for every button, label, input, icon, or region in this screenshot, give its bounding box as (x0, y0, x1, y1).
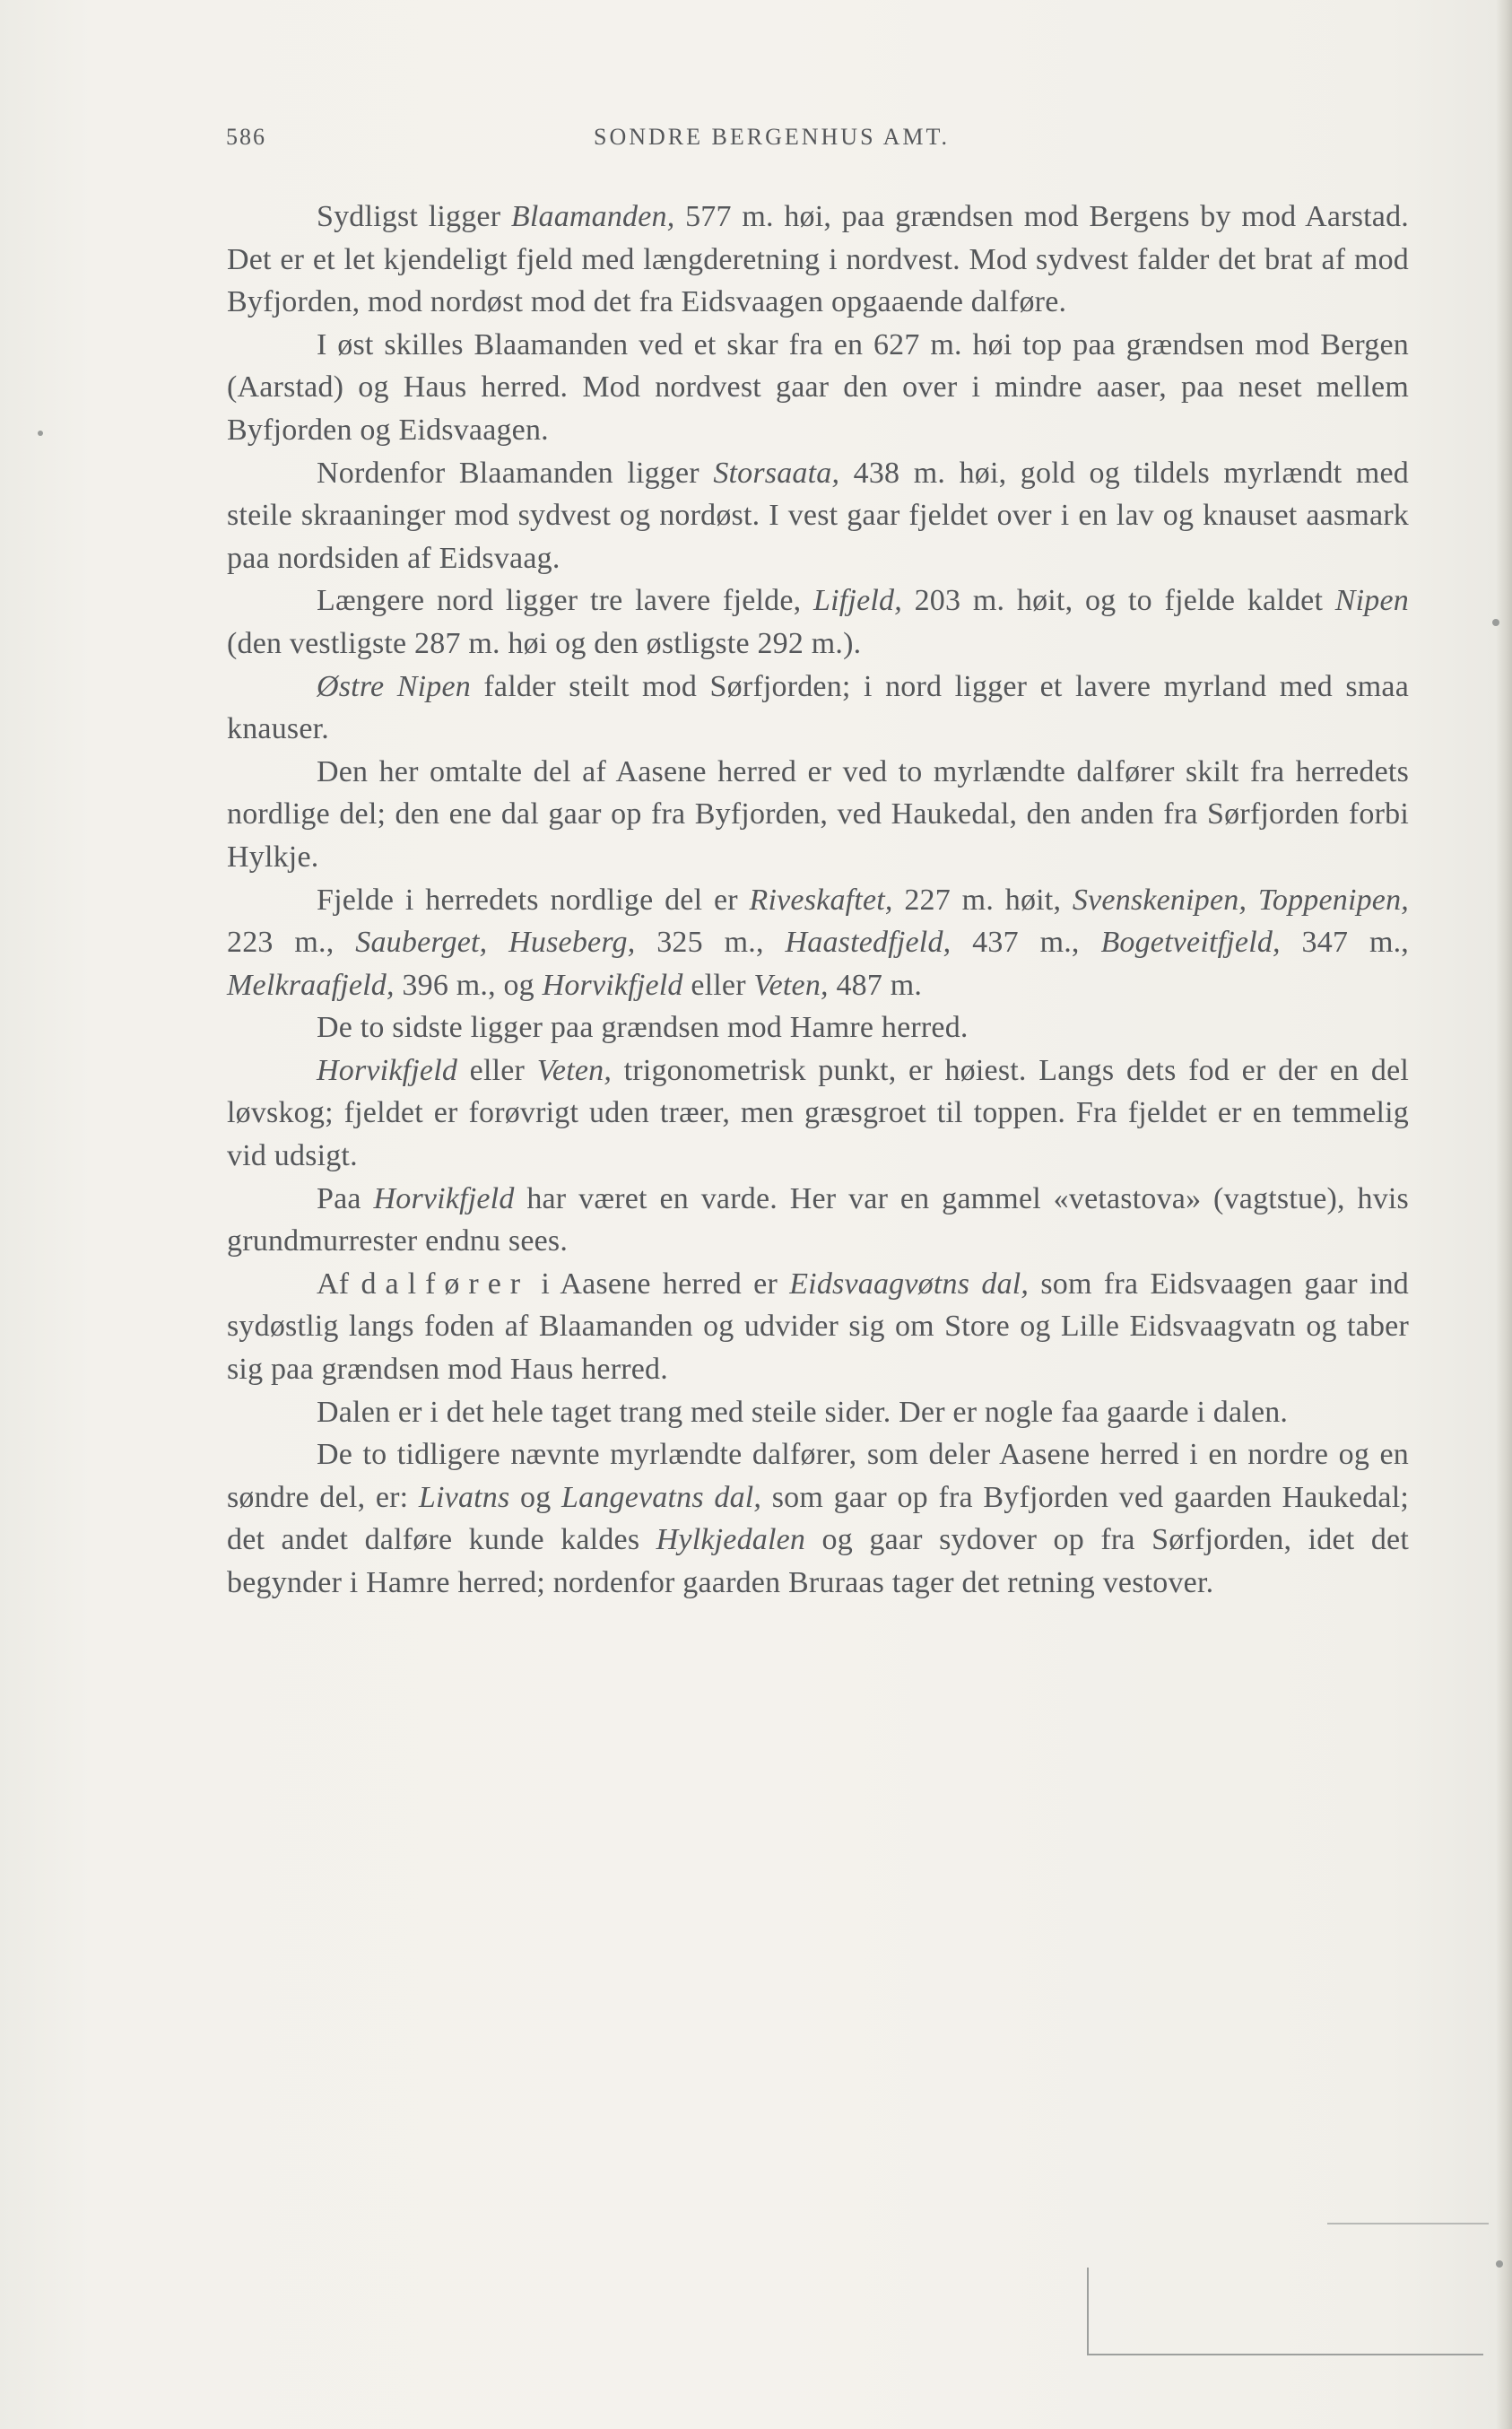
scan-speck (1496, 2260, 1503, 2268)
text-run: 203 m. høit, og to fjelde kaldet (901, 584, 1335, 618)
text-run: og (509, 1480, 562, 1514)
running-head: SONDRE BERGENHUS AMT. (594, 124, 950, 150)
text-run: De to tidligere nævnte myrlændte dalfører, som deler Aasene herred i en nordre og en søndre del, er: (227, 1438, 1409, 1514)
italic-name: Bogetveitfjeld, (1100, 926, 1281, 960)
paragraph (227, 452, 1409, 580)
paragraph (227, 1391, 1409, 1434)
text-run: 437 m., (951, 926, 1101, 960)
paragraph (227, 1178, 1409, 1263)
text-run: falder steilt mod Sørfjorden; i nord ligger et lavere myrland med smaa knauser. (227, 669, 1409, 746)
paragraph (227, 579, 1409, 665)
text-run: som fra Eidsvaagen gaar ind sydøstlig langs foden af Blaamanden og udvider sig om Store og Lille Eidsvaagvatn og taber sig paa grændsen mod Haus herred. (227, 1267, 1410, 1387)
paragraph (227, 1433, 1409, 1604)
text-run: Fjelde i herredets nordlige del er (317, 883, 750, 917)
text-run: Paa (317, 1181, 374, 1215)
text-run: eller (457, 1053, 537, 1087)
spaced-term: dalfører (361, 1267, 530, 1301)
page-edge-shadow (1496, 0, 1512, 2429)
text-run: Den her omtalte del af Aasene herred er ved to myrlændte dalfører skilt fra herredets nordlige del; den ene dal gaar op fra Byfjorden, ved Haukedal, den anden fra Sørfjorden forbi Hylkje. (227, 754, 1409, 874)
text-run: i Aasene herred er (529, 1267, 790, 1301)
italic-name: Horvikfjeld (542, 968, 683, 1002)
text-run: Af (317, 1267, 361, 1301)
italic-name: Riveskaftet, (749, 883, 893, 917)
paragraph (227, 1263, 1409, 1391)
text-run: De to sidste ligger paa grændsen mod Hamre herred. (317, 1011, 969, 1045)
text-run: trigonometrisk punkt, er høiest. Langs dets fod er der en del løvskog; fjeldet er forøvrigt uden træer, men græsgroet til toppen. Fra fjeldet er en temmelig vid udsigt. (227, 1053, 1410, 1173)
italic-name: Horvikfjeld (373, 1181, 515, 1215)
italic-name: Langevatns dal, (561, 1480, 762, 1514)
text-run: Nordenfor Blaamanden ligger (317, 456, 714, 490)
text-run: 227 m. høit, (892, 883, 1073, 917)
italic-name: Veten, (536, 1053, 613, 1087)
italic-name: Nipen (1334, 584, 1409, 618)
page-number: 586 (226, 124, 266, 150)
paragraph (227, 1006, 1409, 1049)
text-run: har været en varde. Her var en gammel «vetastova» (vagtstue), hvis grundmurrester endnu sees. (227, 1181, 1409, 1258)
text-run: og gaar sydover op fra Sørfjorden, idet det begynder i Hamre herred; nordenfor gaarden Bruraas tager det retning vestover. (227, 1523, 1409, 1599)
italic-name: Haastedfjeld, (785, 926, 952, 960)
text-run: I øst skilles Blaamanden ved et skar fra en 627 m. høi top paa grændsen mod Bergen (Aarstad) og Haus herred. Mod nordvest gaar den over i mindre aaser, paa neset mellem Byfjorden og Eidsvaagen. (227, 327, 1409, 447)
italic-name: Melkraafjeld, (227, 968, 395, 1002)
scan-corner-mark (1087, 2268, 1483, 2355)
text-run: (den vestligste 287 m. høi og den østligste 292 m.). (227, 626, 862, 660)
text-run: 396 m., og (394, 968, 543, 1002)
text-run: 347 m., (1280, 926, 1410, 960)
paragraph (227, 324, 1409, 452)
paragraph (227, 666, 1409, 751)
italic-name: Hylkjedalen (656, 1523, 806, 1557)
italic-name: Storsaata, (713, 456, 840, 490)
paragraph (227, 879, 1409, 1007)
italic-name: Horvikfjeld (317, 1053, 458, 1087)
italic-name: Veten, (753, 968, 829, 1002)
text-run: eller (682, 968, 754, 1002)
text-run: 487 m. (828, 968, 923, 1002)
scan-speck (38, 431, 43, 436)
text-run: 325 m., (635, 926, 786, 960)
italic-name: Livatns (418, 1480, 510, 1514)
page-header (226, 124, 1401, 160)
text-run: 577 m. høi, paa grændsen mod Bergens by mod Aarstad. Det er et let kjendeligt fjeld med længderetning i nordvest. Mod sydvest falder det brat af mod Byfjorden, mod nordøst mod det fra Eidsvaagen opgaaende dalføre. (227, 200, 1409, 319)
italic-name: Svenskenipen, Toppenipen, (1072, 883, 1409, 917)
italic-name: Blaamanden, (510, 200, 675, 233)
italic-name: Lifjeld, (813, 584, 902, 618)
text-run: som gaar op fra Byfjorden ved gaarden Haukedal; det andet dalføre kunde kaldes (227, 1480, 1409, 1557)
italic-name: Østre Nipen (317, 669, 471, 703)
text-run: 438 m. høi, gold og tildels myrlændt med steile skraaninger mod sydvest og nordøst. I vest gaar fjeldet over i en lav og knauset aasmark paa nordsiden af Eidsvaag. (227, 456, 1409, 575)
text-run: Dalen er i det hele taget trang med steile sider. Der er nogle faa gaarde i dalen. (317, 1395, 1289, 1429)
scan-speck (1492, 619, 1499, 626)
paragraph (227, 1049, 1409, 1178)
text-run: 223 m., (227, 926, 356, 960)
text-run: Sydligst ligger (317, 200, 511, 233)
body-text (227, 196, 1409, 1605)
text-run: Længere nord ligger tre lavere fjelde, (317, 584, 814, 618)
italic-name: Sauberget, Huseberg, (355, 926, 636, 960)
italic-name: Eidsvaagvøtns dal, (789, 1267, 1030, 1301)
paragraph (227, 196, 1409, 324)
paragraph (227, 751, 1409, 879)
